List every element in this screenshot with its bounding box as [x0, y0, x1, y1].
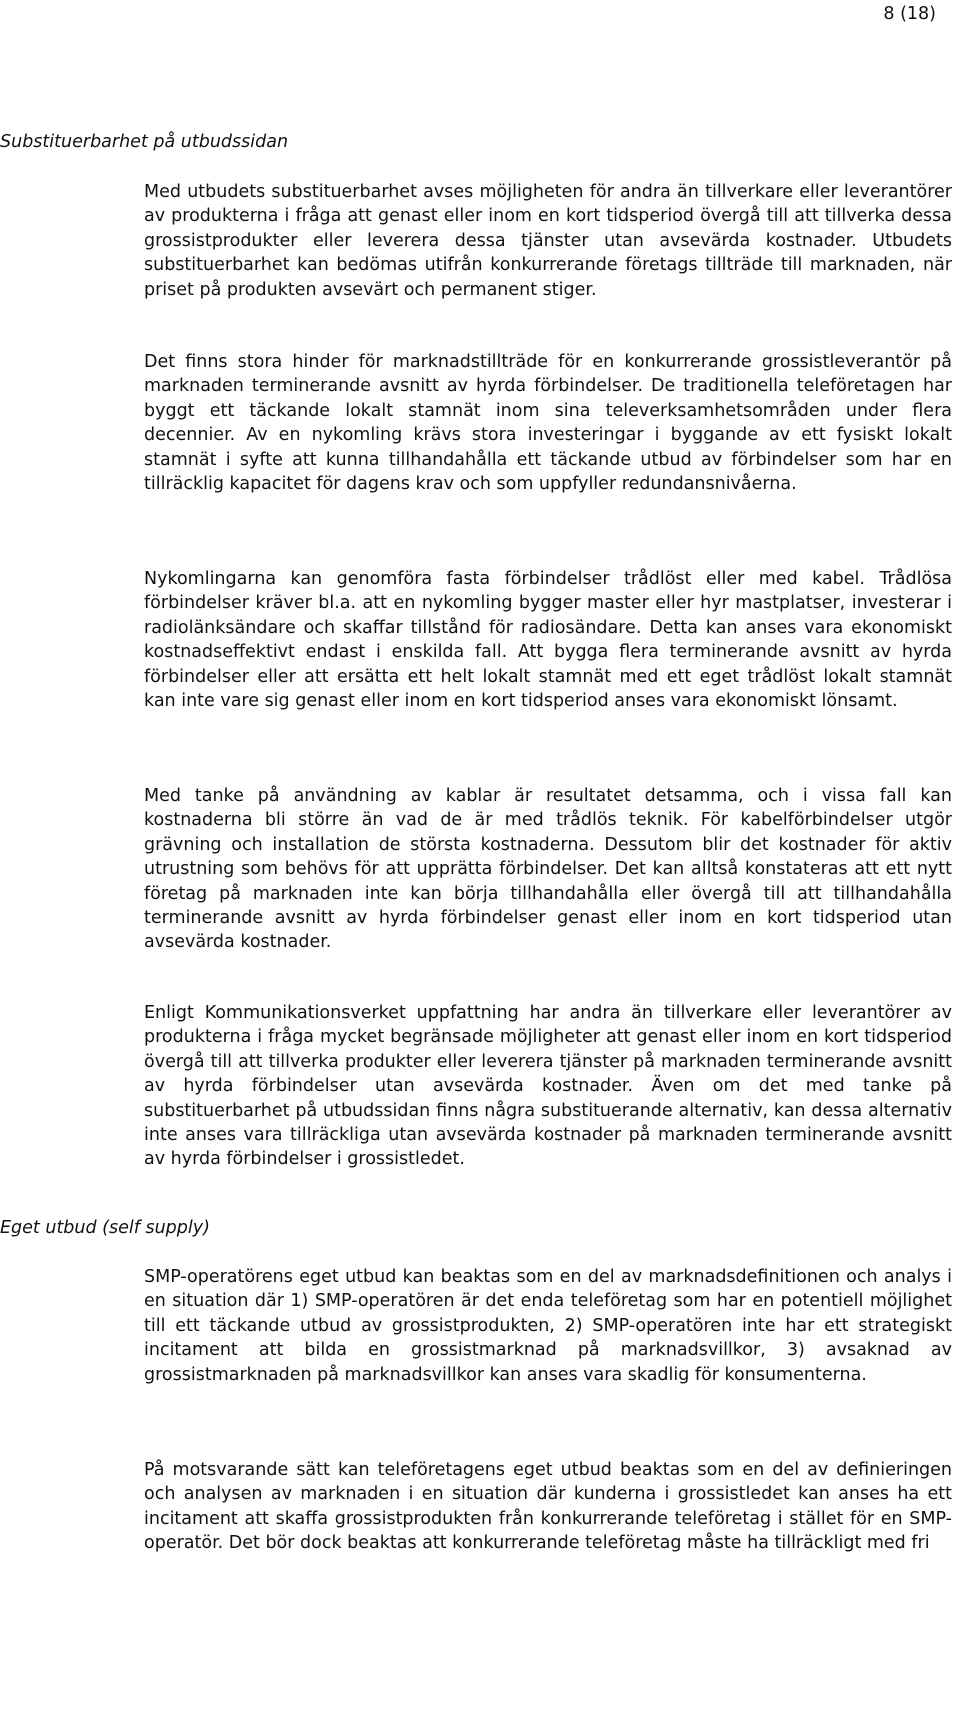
paragraph: Det finns stora hinder för marknadstillträde för en konkurrerande grossistleverantör på marknaden terminerande avsnitt av hyrda förbindelser. De traditionella teleföretagen har byggt ett täckande lokalt stamnät inom sina televerksamhetsområden under flera decennier. Av en nykomling krävs stora investeringar i byggande av ett fysiskt lokalt stamnät i syfte att kunna tillhandahålla ett täckande utbud av förbindelser som har en tillräcklig kapacitet för dagens krav och som uppfyller redundansnivåerna. [144, 352, 952, 495]
paragraph: På motsvarande sätt kan teleföretagens eget utbud beaktas som en del av definieringen och analysen av marknaden i en situation där kunderna i grossistledet kan anses ha ett incitament att skaffa grossistprodukten från konkurrerande teleföretag i stället för en SMP-operatör. Det bör dock beaktas att konkurrerande teleföretag måste ha tillräckligt med fri [144, 1460, 952, 1554]
paragraph: Nykomlingarna kan genomföra fasta förbindelser trådlöst eller med kabel. Trådlösa förbindelser kräver bl.a. att en nykomling bygger master eller hyr mastplatser, investerar i radiolänksändare och skaffar tillstånd för radiosändare. Detta kan anses vara ekonomiskt kostnadseffektivt endast i enskilda fall. Att bygga flera terminerande avsnitt av hyrda förbindelser eller att ersätta ett helt lokalt stamnät med ett eget trådlöst lokalt stamnät kan inte vare sig genast eller inom en kort tidsperiod anses vara ekonomiskt lönsamt. [144, 569, 952, 712]
section-body-eget-utbud-2 [144, 1458, 952, 1556]
section-body-substituerbarhet-2 [144, 350, 952, 496]
page-number: 8 (18) [883, 4, 936, 24]
section-heading-substituerbarhet: Substituerbarhet på utbudssidan [0, 132, 289, 152]
paragraph: Med utbudets substituerbarhet avses möjligheten för andra än tillverkare eller leverantörer av produkterna i fråga att genast eller inom en kort tidsperiod övergå till att tillverka dessa grossistprodukter eller leverera dessa tjänster utan avsevärda kostnader. Utbudets substituerbarhet kan bedömas utifrån konkurrerande företags tillträde till marknaden, när priset på produkten avsevärt och permanent stiger. [144, 182, 952, 300]
section-heading-eget-utbud: Eget utbud (self supply) [0, 1218, 210, 1238]
paragraph: Med tanke på användning av kablar är resultatet detsamma, och i vissa fall kan kostnaderna bli större än vad de är med trådlös teknik. För kabelförbindelser utgör grävning och installation de största kostnaderna. Dessutom blir det kostnader för aktiv utrustning som behövs för att upprätta förbindelser. Det kan alltså konstateras att ett nytt företag på marknaden inte kan börja tillhandahålla eller övergå till att tillhandahålla terminerande avsnitt av hyrda förbindelser genast eller inom en kort tidsperiod utan avsevärda kostnader. [144, 786, 952, 953]
section-body-substituerbarhet-3 [144, 567, 952, 713]
section-body-substituerbarhet-4 [144, 784, 952, 955]
paragraph: Enligt Kommunikationsverket uppfattning har andra än tillverkare eller leverantörer av produkterna i fråga mycket begränsade möjligheter att genast eller inom en kort tidsperiod övergå till att tillverka produkter eller leverera tjänster på marknaden terminerande avsnitt av hyrda förbindelser utan avsevärda kostnader. Även om det med tanke på substituerbarhet på utbudssidan finns några substituerande alternativ, kan dessa alternativ inte anses vara tillräckliga utan avsevärda kostnader på marknaden terminerande avsnitt av hyrda förbindelser i grossistledet. [144, 1003, 952, 1170]
section-body-substituerbarhet [144, 180, 952, 302]
section-body-substituerbarhet-5 [144, 1001, 952, 1172]
paragraph: SMP-operatörens eget utbud kan beaktas som en del av marknadsdefinitionen och analys i en situation där 1) SMP-operatören är det enda teleföretag som har en potentiell möjlighet till ett täckande utbud av grossistprodukten, 2) SMP-operatören inte har ett strategiskt incitament att bilda en grossistmarknad på marknadsvillkor, 3) avsaknad av grossistmarknaden på marknadsvillkor kan anses vara skadlig för konsumenterna. [144, 1267, 952, 1385]
section-body-eget-utbud [144, 1265, 952, 1387]
